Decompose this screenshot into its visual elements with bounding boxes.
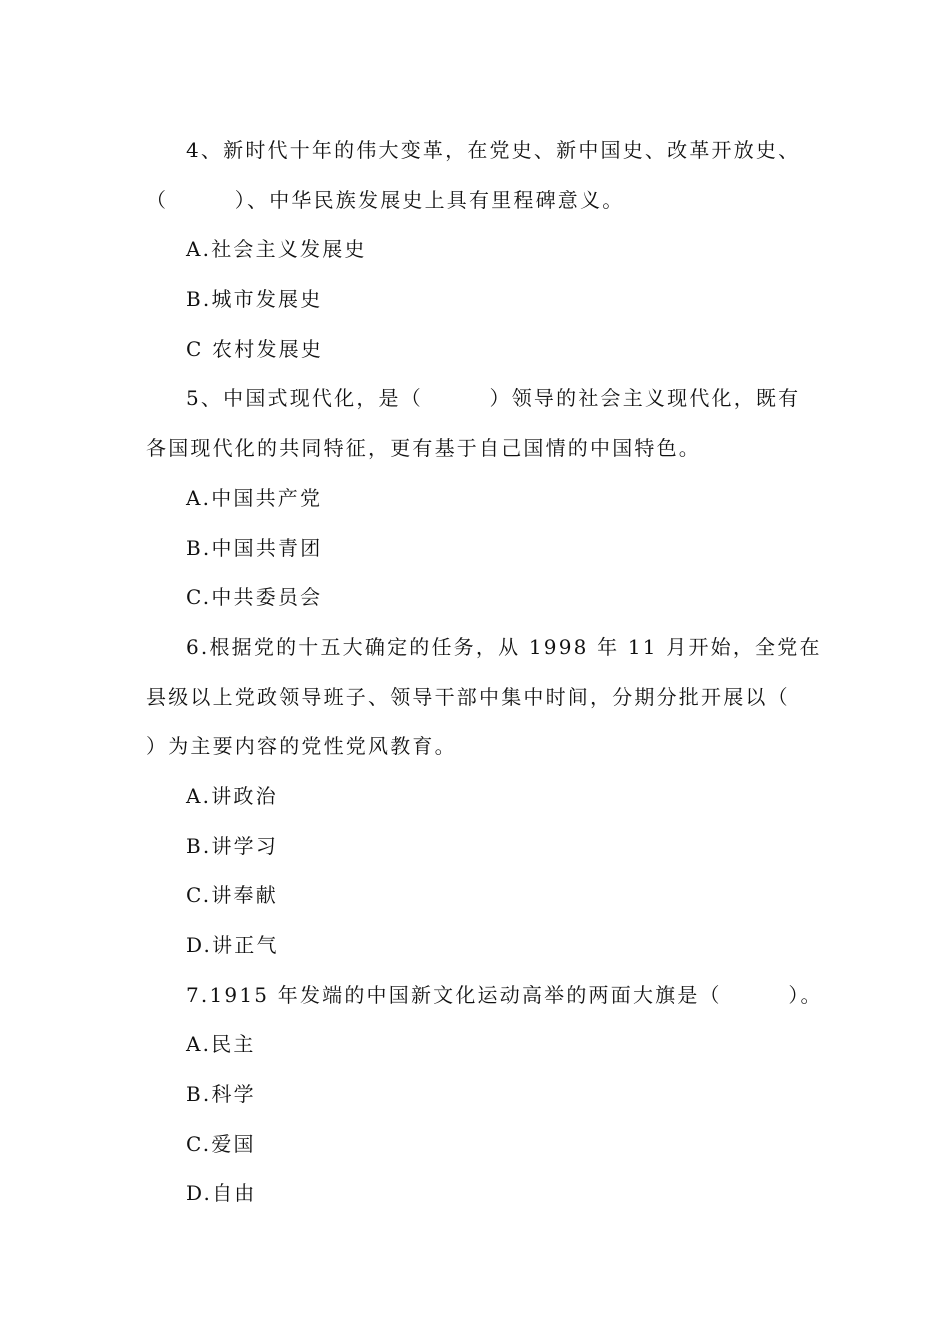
question-5-line-1: 5、中国式现代化，是（ ）领导的社会主义现代化，既有 — [186, 386, 801, 411]
question-5-option-b: B.中国共青团 — [186, 535, 323, 560]
document-page — [146, 126, 823, 1219]
question-4-option-b: B.城市发展史 — [186, 287, 323, 312]
question-7-option-d: D.自由 — [186, 1181, 257, 1206]
question-7-option-a: A.民主 — [186, 1032, 256, 1057]
question-7-line-1: 7.1915 年发端的中国新文化运动高举的两面大旗是（ ）。 — [186, 982, 823, 1007]
question-6-line-3: ）为主要内容的党性党风教育。 — [146, 734, 457, 759]
question-4-line-1: 4、新时代十年的伟大变革，在党史、新中国史、改革开放史、 — [186, 138, 801, 162]
question-6-option-d: D.讲正气 — [186, 933, 279, 957]
question-5-line-2: 各国现代化的共同特征，更有基于自己国情的中国特色。 — [146, 436, 701, 461]
question-5-option-c: C.中共委员会 — [186, 585, 323, 610]
question-5-option-a: A.中国共产党 — [186, 485, 323, 510]
question-6-option-c: C.讲奉献 — [186, 883, 278, 908]
question-4-line-2: （ ）、中华民族发展史上具有里程碑意义。 — [146, 187, 625, 212]
question-6-option-b: B.讲学习 — [186, 833, 279, 858]
question-4-option-a: A.社会主义发展史 — [186, 237, 367, 262]
question-6-option-a: A.讲政治 — [186, 783, 278, 808]
question-6-line-2: 县级以上党政领导班子、领导干部中集中时间，分期分批开展以（ — [146, 684, 790, 709]
question-7-option-b: B.科学 — [186, 1082, 256, 1107]
question-4-option-c: C 农村发展史 — [186, 336, 324, 361]
question-6-line-1: 6.根据党的十五大确定的任务，从 1998 年 11 月开始，全党在 — [186, 634, 822, 659]
question-7-option-c: C.爱国 — [186, 1131, 256, 1156]
